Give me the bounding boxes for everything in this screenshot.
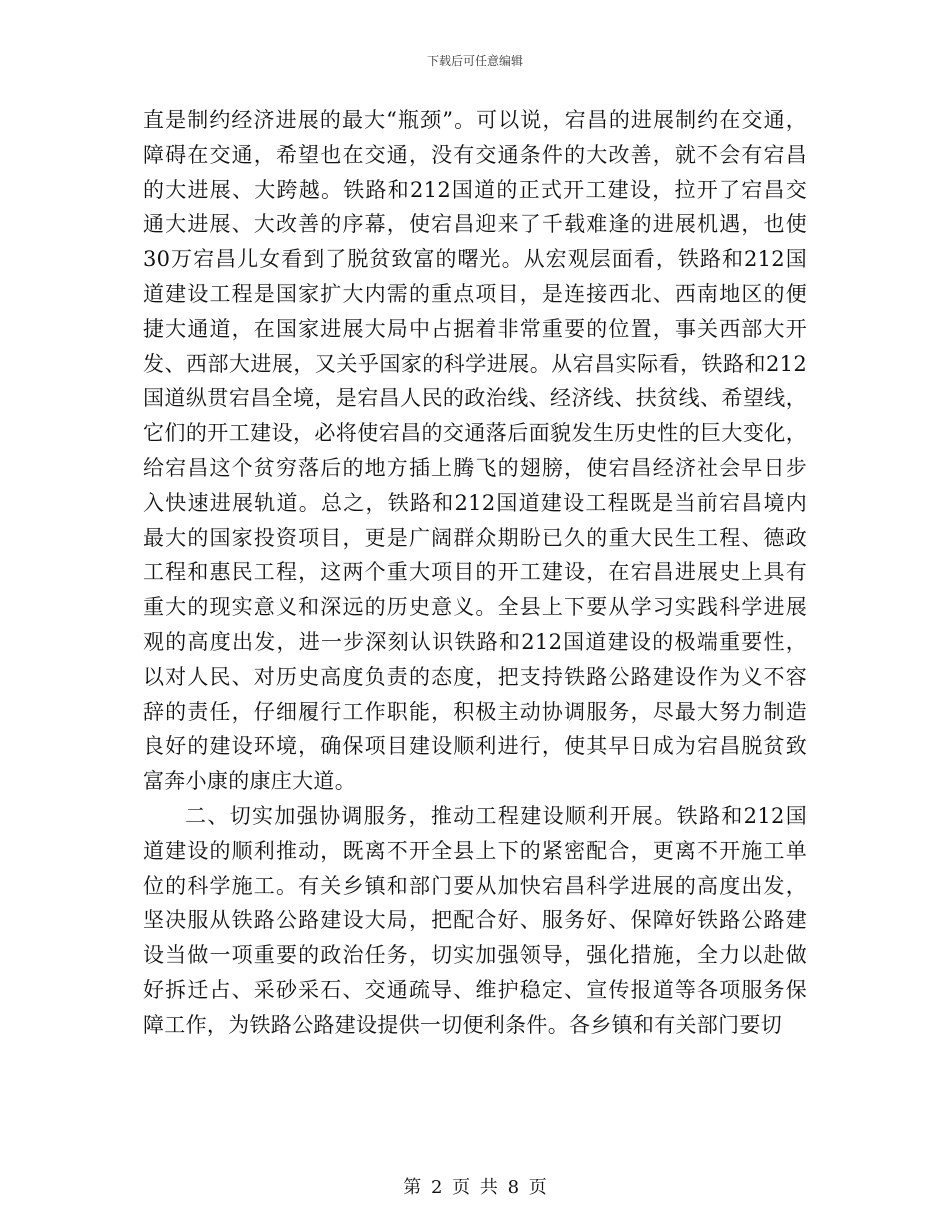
footer-total-label: 共 — [479, 1177, 498, 1198]
page-footer — [0, 1173, 950, 1199]
text-line: 的大进展、大跨越。铁路和212国道的正式开工建设，拉开了宕昌交 — [143, 177, 807, 202]
text-line: 二、切实加强协调服务，推动工程建设顺利开展。铁路和212国 — [185, 803, 807, 828]
paragraph-1 — [143, 103, 807, 799]
text-line: 坚决服从铁路公路建设大局，把配合好、服务好、保障好铁路公路建 — [143, 908, 807, 933]
text-line: 最大的国家投资项目，更是广阔群众期盼已久的重大民生工程、德政 — [143, 525, 807, 550]
text-line: 障工作，为铁路公路建设提供一切便利条件。各乡镇和有关部门要切 — [143, 1012, 782, 1037]
footer-total-pages: 8 — [507, 1177, 520, 1198]
text-line: 障碍在交通，希望也在交通，没有交通条件的大改善，就不会有宕昌 — [143, 142, 807, 167]
text-line: 良好的建设环境，确保项目建设顺利进行，使其早日成为宕昌脱贫致 — [143, 734, 807, 759]
text-line: 道建设工程是国家扩大内需的重点项目，是连接西北、西南地区的便 — [143, 281, 807, 306]
text-line: 发、西部大进展，又关乎国家的科学进展。从宕昌实际看，铁路和212 — [143, 351, 807, 376]
text-line: 设当做一项重要的政治任务，切实加强领导，强化措施，全力以赴做 — [143, 943, 807, 968]
text-line: 工程和惠民工程，这两个重大项目的开工建设，在宕昌进展史上具有 — [143, 560, 807, 585]
text-line: 30万宕昌儿女看到了脱贫致富的曙光。从宏观层面看，铁路和212国 — [143, 247, 807, 272]
text-line: 入快速进展轨道。总之，铁路和212国道建设工程既是当前宕昌境内 — [143, 490, 807, 515]
footer-suffix: 页 — [528, 1177, 547, 1198]
footer-page-label: 页 — [452, 1177, 471, 1198]
text-line: 位的科学施工。有关乡镇和部门要从加快宕昌科学进展的高度出发， — [143, 873, 807, 898]
paragraph-2 — [143, 799, 807, 1043]
text-line: 道建设的顺利推动，既离不开全县上下的紧密配合，更离不开施工单 — [143, 838, 807, 863]
text-line: 国道纵贯宕昌全境，是宕昌人民的政治线、经济线、扶贫线、希望线， — [143, 386, 807, 411]
text-line: 通大进展、大改善的序幕，使宕昌迎来了千载难逢的进展机遇，也使 — [143, 212, 807, 237]
text-line: 辞的责任，仔细履行工作职能，积极主动协调服务，尽最大努力制造 — [143, 699, 807, 724]
text-line: 以对人民、对历史高度负责的态度，把支持铁路公路建设作为义不容 — [143, 664, 807, 689]
page-header: 下载后可任意编辑 — [426, 54, 523, 68]
text-line: 捷大通道，在国家进展大局中占据着非常重要的位置，事关西部大开 — [143, 316, 807, 341]
text-line: 给宕昌这个贫穷落后的地方插上腾飞的翅膀，使宕昌经济社会早日步 — [143, 455, 807, 480]
footer-page-number: 2 — [430, 1177, 443, 1198]
document-body — [143, 103, 807, 1043]
text-line: 重大的现实意义和深远的历史意义。全县上下要从学习实践科学进展 — [143, 595, 807, 620]
text-line: 它们的开工建设，必将使宕昌的交通落后面貌发生历史性的巨大变化， — [143, 421, 807, 446]
footer-prefix: 第 — [403, 1177, 422, 1198]
text-line: 观的高度出发，进一步深刻认识铁路和212国道建设的极端重要性， — [143, 629, 807, 654]
text-line: 好拆迁占、采砂采石、交通疏导、维护稳定、宣传报道等各项服务保 — [143, 977, 807, 1002]
text-line: 直是制约经济进展的最大“瓶颈”。可以说，宕昌的进展制约在交通， — [143, 108, 807, 132]
text-line: 富奔小康的康庄大道。 — [143, 769, 356, 794]
